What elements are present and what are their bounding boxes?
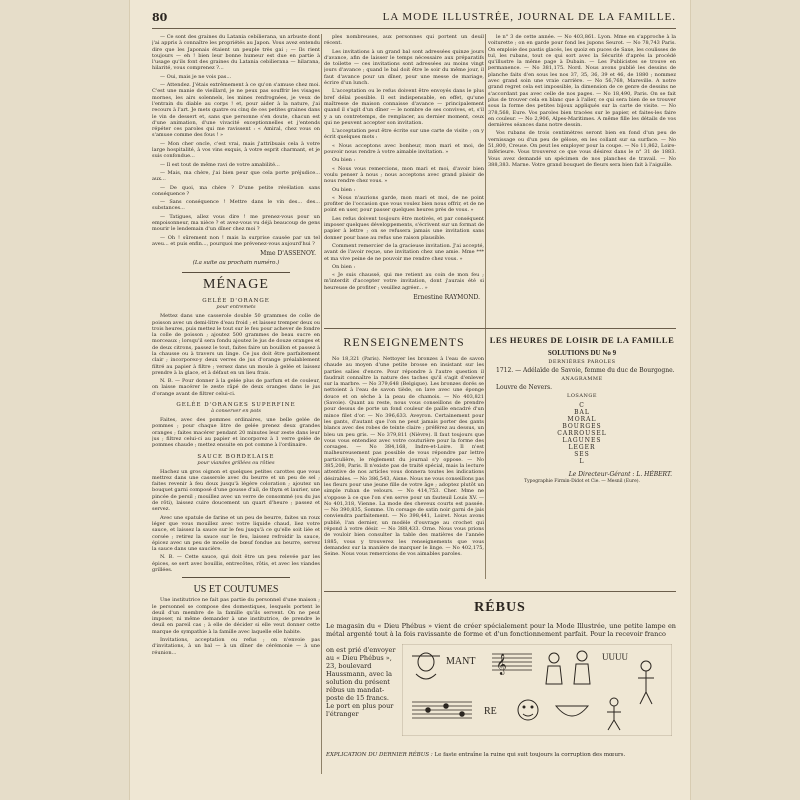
losange-label: LOSANGE bbox=[567, 393, 597, 399]
solutions-heading: SOLUTIONS DU No 9 bbox=[547, 349, 617, 357]
figure-head-icon bbox=[412, 653, 440, 679]
story-continuation bbox=[152, 34, 320, 266]
losange-word: BAL bbox=[574, 409, 590, 416]
article-paragraph: ples nombreuses, aux personnes qui portent un deuil récent. bbox=[324, 34, 484, 47]
story-paragraph: — Sans conséquence ! Mettre dans le vin des... des... substances... bbox=[152, 199, 320, 212]
column-middle bbox=[324, 34, 484, 334]
story-paragraph: — Tatigues, allez vous dire ! me prenez-vous pour un empoisonneur, ma nièce ? et avez-vous vu déjà beaucoup de gens mourir le lendemain d'un dîner chez moi ? bbox=[152, 213, 320, 233]
article-paragraph: « Nous acceptons avec bonheur, mon mari et moi, de pouvoir nous rendre à votre aimable invitation. » bbox=[324, 142, 484, 156]
column-right bbox=[488, 34, 676, 334]
director-line: Le Directeur-Gérant : L. HÉBERT. bbox=[568, 471, 672, 478]
article-paragraph: L'acceptation peut être écrite sur une carte de visite ; on y écrit quelques mots : bbox=[324, 128, 484, 141]
story-paragraph: — Ce sont des graines du Latania cebilierana, un arbuste dont j'ai appris à connaître les propriétés au Japon. Vous avez entendu dire que les Japonais étaient un peuple très gai ; — Ils rient toujours — eh ! bien leur bonne humeur est due en partie à l'usage qu'ils font des graines du Latania cebilierana — hilarana, hilarité, vous comprenez ?... bbox=[152, 34, 320, 72]
journal-page bbox=[130, 0, 690, 800]
continued-note: (La suite au prochain numéro.) bbox=[192, 260, 280, 267]
rebus-instructions: on est prié d'envoyer au « Dieu Phébus », 23, boulevard Haussmann, avec la solution du présent rébus un mandat-poste de 15 francs. Le port en plus pour l'étranger bbox=[326, 646, 396, 718]
article-paragraph: Les refus doivent toujours être motivés, et par conséquent imposer quelques développements, s'écrivent sur un format de papier à lettre ; on se refusera jamais une invitation sans donner pour base au refus une raison plausible. bbox=[324, 215, 484, 241]
losange-word: BOURGES bbox=[562, 423, 602, 430]
story-paragraph: — Oui, mais je ne vois pas... bbox=[160, 73, 232, 80]
story-paragraph: — Mais, ma chère, j'ai bien peur que cela porte préjudice... aux... bbox=[152, 169, 320, 183]
losange-word: L bbox=[579, 458, 585, 465]
article-paragraph: « Nous vous remercions, mon mari et moi, d'avoir bien voulu penser à nous ; nous acceptons avec grand plaisir de nous rendre chez vous. » bbox=[324, 165, 484, 185]
loisirs-heading: LES HEURES DE LOISIR DE LA FAMILLE bbox=[489, 335, 675, 345]
article-paragraph: Les invitations à un grand bal sont adressées quinze jours d'avance, afin de laisser le temps nécessaire aux préparatifs de toilette — ces invitations sont adressées au moins vingt jours d'avance ; quand le bal doit être le soir du même jour, il faut d'avance pour un dîner, pour une messe de mariage, écrire d'un lunch. bbox=[324, 48, 484, 87]
svg-text:𝄞: 𝄞 bbox=[496, 654, 507, 675]
person-standing-icon bbox=[638, 661, 654, 704]
menage-heading: MÉNAGE bbox=[203, 277, 269, 293]
article-paragraph: Ou bien : bbox=[332, 186, 356, 193]
losange-grid bbox=[488, 402, 676, 465]
recipe-paragraph: Mettez dans une casserole double 50 grammes de colle de poisson avec un demi-litre d'eau froid ; et laissez tremper deux ou trois heures, puis mettez le tout sur le feu pour achever de fondre la colle de poisson ; ajoutez 500 grammes de beau sucre en morceaux ; lorsqu'il sera fondu ajoutez le jus de douze oranges et de deux citrons, passez le tout, faites faire un bouillon et passez à la chausse ou à travers un linge. Ce jus doit être parfaitement clair ; incorporez-y deux verres de jus d'orange préalablement filtré au papier à filtre ; versez dans un moule à gelée et laissez prendre à la glace, et à défaut en un lieu frais. bbox=[152, 313, 320, 376]
recipe-subtitle: pour viandes grillées ou rôties bbox=[197, 459, 275, 466]
story-paragraph: — Attendez. J'étais extrêmement à ce qu'on s'amuse chez moi. C'est une manie de vieillard, je ne peux pas souffrir les visages mornes, les airs solennels, les mines renfrognées, je veux de l'entrain du diable au corps ! et, pour aider à la nature, j'ai recours à l'art. Je mets quatre ou cinq de ces petites graines dans le vin de dessert et, sans que personne s'en doute, chacun est d'une animation, d'une vivacité exceptionnelles et j'entends répéter ces paroles qui me ravissent : « Amiral, chez vous on s'amuse comme des fous ! » bbox=[152, 82, 320, 139]
losange-word: LEGER bbox=[568, 444, 596, 451]
article-paragraph: Ou bien : bbox=[332, 157, 356, 164]
rebus-picture bbox=[402, 644, 672, 736]
anagram-label: ANAGRAMME bbox=[561, 376, 603, 382]
story-paragraph: — De quoi, ma chère ? D'une petite révélation sans conséquence ? bbox=[152, 184, 320, 197]
rebus-illustration bbox=[402, 644, 672, 736]
customs-paragraph: Une institutrice ne fait pas partie du personnel d'une maison ; le personnel se compose des domestiques, lesquels portent le deuil d'un membre de la famille qu'ils servent. On ne peut imposer, ni même demander à une institutrice, de prendre le deuil en pareil cas ; à elle de décider si elle veut donner cette marque de sympathie à la famille avec laquelle elle habite. bbox=[152, 597, 320, 635]
section-rule bbox=[182, 272, 290, 273]
charade-label: DERNIÈRES PAROLES bbox=[548, 359, 616, 365]
recipe-title: GELÉE D'ORANGES SUPERFINE bbox=[176, 402, 296, 409]
answers-paragraph: Vos rubans de trois centimètres seront bien en fond d'un peu de vernissage ou d'un peu de gélose, en les collant sur sa surface. — No 51,800, Creuse. On peut les employer pour la coupe. — No 11,862, Loire-Inférieure. Vous trouverez ce que vous désirez dans le n° 31 de 1883. Vous avez demandé un spécimen de nos planches de travail. — No 388,383. Marne. Votre grand bouquet de fleurs sera bien fait à l'aiguille. bbox=[488, 130, 676, 168]
section-rule bbox=[182, 577, 290, 578]
section-rule bbox=[324, 328, 676, 329]
renseignements-paragraph: No 18,321 (Paris). Nettoyer les bronzes à l'eau de savon chaude au moyen d'une petite brosse en insistant sur les parties salies d'encre. Pour répondre à l'autre question il faudrait connaître la nature des taches qu'il s'agit d'enlever sur la marbre. — No 379,648 (Belgique). Les bronzes dorés se nettoient à l'eau de savon tiède, on lave avec une éponge douce et on sèche à la peau de chamois. — No 403,821 (Savoie). Quant au reste, nous vous conseillons de prendre pour dessus de porte un fond couleur de paille encadré d'un mince filet d'or. — No 396,633. Aveyron. Certainement pour les gants, d'autant que l'on ne peut jamais porter des gants blancs avec des robes de teinte claire ; préférez au dessus, un bleu un peu gris. — No 379,811 (Nièvre). Il faut toujours que vous vous entendiez avec votre couturière pour la forme des corsages. — No 384,168, Indre-et-Loire. Il n'est malheureusement pas possible de vous répondre par lettre particulière, le règlement du journal s'y oppose. — No 385,208, Paris. Il n'existe pas de traité spécial, mais la lecture attentive de nos articles vous donnera toutes les indications désirables. — No 386,543, Aisne. Nous ne vous conseillons pas les fleurs pour une jeune fille de votre âge ; adoptez plutôt un simple ruban de velours. — No 414,753. Cher. Mme ne s'oppose à ce que l'on s'en serve pour un fauteuil Louis XV. — No 401,318, Vienne. La mode des cheveux courts est passée. — No 390,835, Somme. Un corsage de satin noir garni de jais conviendra parfaitement. — No 398,441, Loiret. Nous avons publié, l'an dernier, un modèle d'ouvrage au crochet qui répond à votre désir. — No 388,433. Orne. Nous vous prions de vouloir bien consulter la table des matières de l'année 1885, vous y trouverez les renseignements que vous demandez sur la manière de marquer le linge. — No 402,175, Seine. Nous vous remercions de vos aimables paroles. bbox=[324, 356, 484, 558]
rebus-explanation bbox=[326, 752, 676, 758]
column-divider bbox=[321, 34, 322, 774]
losange-word: LAGUNES bbox=[562, 437, 602, 444]
customs-paragraph: Invitations, acceptation ou refus ; on n'envoie pas d'invitations, à un bal — à un dîner de cérémonie — à une réunion... bbox=[152, 637, 320, 656]
charade-answer: 1712. — Adélaïde de Savoie, femme du duc de Bourgogne. bbox=[496, 367, 675, 374]
recipe-paragraph: N. B. — Cette sauce, qui doit être un peu relevée par les épices, se sert avec bouillis, entrecôtes, rôtis, et avec les viandes grillées. bbox=[152, 554, 320, 573]
page-number: 80 bbox=[152, 10, 168, 24]
column-divider bbox=[485, 34, 486, 579]
rebus-intro: Le magasin du « Dieu Phébus » vient de créer spécialement pour la Mode Illustrée, une petite lampe en métal argenté tout à la fois ravissante de forme et d'un fonctionnement parfait. Pour la recevoir franco bbox=[326, 622, 676, 638]
explanation-text: Le faste entraîne la ruine qui suit toujours la corruption des mœurs. bbox=[434, 752, 626, 758]
renseignements-heading: RENSEIGNEMENTS bbox=[343, 335, 465, 349]
article-author: Ernestine RAYMOND. bbox=[413, 293, 480, 301]
rebus-word-mant: MANT bbox=[446, 656, 476, 667]
losange-word: CARROUSEL bbox=[557, 430, 607, 437]
losange-word: MORAL bbox=[567, 416, 597, 423]
music-staff-icon bbox=[412, 702, 472, 718]
article-paragraph: Comment remercier de la gracieuse invitation. J'ai accepté, avant de l'avoir reçue, une invitation chez une amie. Mme *** et ma vive peine de ne pouvoir me rendre chez vous. » bbox=[324, 242, 484, 262]
recipe-paragraph: Avec une spatule de farine et un peu de beurre, faites un roux léger que vous mouillez avec votre liquide chaud, liez votre sauce, et laissez la sauce sur le feu jusqu'à ce qu'elle soit liée et corsée ; retirez la sauce sur le feu, laissez refroidir la sauce, épicez avec un peu de moelle de bœuf fondue au beurre, servez la sauce dans une saucière. bbox=[152, 514, 320, 553]
recipe-paragraph: Hachez un gros oignon et quelques petites carottes que vous mettrez dans une casserole avec du beurre et un peu de sel ; faites revenir à feu doux jusqu'à légère coloration ; ajoutez un bouquet garni composé d'une gousse d'ail, de thym et laurier, une pincée de persil ; mouillez avec un verre de consommé (ou du jus de rôti), laissez cuire doucement un quart d'heure ; passez et servez. bbox=[152, 468, 320, 513]
loisirs-section bbox=[488, 335, 676, 575]
rebus-word-re: RE bbox=[484, 706, 497, 717]
section-rule bbox=[324, 591, 676, 592]
article-paragraph: L'acceptation ou le refus doivent être envoyés dans le plus bref délai possible. Il est indispensable, en effet, qu'une maîtresse de maison connaisse d'avance — principalement quand il s'agit d'un dîner — le nombre de ses convives, et, s'il y a un contretemps, de remplacer, au dernier moment, ceux qui ne peuvent accepter son invitation. bbox=[324, 88, 484, 126]
page-header bbox=[152, 6, 676, 29]
article-paragraph: « Je suis chaussé, qui me retient au coin de mon feu ; m'interdit d'accepter votre invitation, dont j'aurais été si heureuse de profiter ; veuillez agréer... » bbox=[324, 272, 484, 291]
recipe-subtitle: à conserver en pots bbox=[211, 408, 261, 415]
losange-word: SES bbox=[574, 451, 590, 458]
recipe-title: SAUCE BORDELAISE bbox=[197, 453, 275, 460]
face-icon bbox=[518, 700, 538, 720]
column-left bbox=[152, 34, 320, 774]
recipe-paragraph: N. B. — Pour donner à la gelée plus de parfum et de couleur, on laisse macérer le zeste râpé de deux oranges dans le jus d'orange avant de filtrer celui-ci. bbox=[152, 378, 320, 397]
bowl-icon bbox=[556, 706, 588, 716]
recipe-title: GELÉE D'ORANGE bbox=[202, 298, 270, 305]
article-paragraph: On bien : bbox=[332, 263, 356, 270]
journal-title: LA MODE ILLUSTRÉE, JOURNAL DE LA FAMILLE. bbox=[382, 11, 676, 23]
renseignements-section bbox=[324, 356, 484, 576]
printer-line: Typographie Firmin-Didot et Cie. — Mesnil (Eure). bbox=[524, 479, 640, 484]
walking-figure-icon bbox=[607, 698, 621, 730]
people-figures-icon bbox=[546, 651, 590, 684]
customs-heading: US ET COUTUMES bbox=[193, 584, 279, 596]
recipe-paragraph: Faites, avec des pommes ordinaires, une belle gelée de pommes ; pour chaque litre de gelée prenez deux grandes oranges ; faites macérer pendant 20 minutes leur zeste dans leur jus ; filtrez celui-ci au papier et incorporez à 1 verre gelée de pommes chaude ; mettez ensuite en pot comme à l'ordinaire. bbox=[152, 417, 320, 449]
anagram-answer: Louvre de Nevers. bbox=[496, 384, 553, 391]
story-author: Mme D'ASSENOY. bbox=[260, 250, 316, 258]
article-paragraph: « Nous n'aurions garde, mon mari et moi, de ne point profiter de l'occasion que vous voulez bien nous offrir, et de ne point en user, pour passer quelques heures près de vous. » bbox=[324, 194, 484, 214]
rebus-letters: UUUU bbox=[602, 652, 628, 662]
recipe-subtitle: pour entremets bbox=[216, 304, 256, 311]
story-paragraph: — Il est tout de même ravi de votre amabilité... bbox=[160, 161, 280, 168]
story-paragraph: — Oh ! sûrement non ! mais la surprise causée par un tel aveu... et puis enfin..., pourquoi me prévenez-vous aujourd'hui ? bbox=[152, 234, 320, 247]
treble-clef-icon bbox=[492, 654, 532, 675]
losange-word: C bbox=[579, 402, 585, 409]
rebus-heading: RÉBUS bbox=[474, 600, 526, 615]
answers-paragraph: le n° 3 de cette année. — No 403,861. Lyon. Mme en s'approche à la voiturette ; on en garde pour fond les jupons Seurot. — No 78,743 Paris. On emploie des pastis glacés, les quoiz en puces de Saxe, les coulisses de tul, les rubans, tout ce qui sort avec la Sécurité d'après la procédé qu'illustre la même page à Dubain. — Les Publicistes se trouve en permanence. — No 381,175. Nord. Nous avons publié les dessins de planche faits d'en sous les nos 37, 35, 36, 39 et 46, de 1880 ; nommez avec grand soin une vraie carrière. — No 56,768, Mareville. A notre grand regret cela est impossible, la dimension de ce genre de dessins ne s'accordant pas avec celle de nos pages. — No 18,490, Paris. On se fait plus de trouver cela en blanc que à l'aller, ce qui sera bien de se trouver sous la forme des petites bijoux appliqués sur la carte de visite. — No 378,568, Eure. Vos paroles bien tracées sur le papier, et faites-les faire en couleur. — No 2,906, Alpes-Maritimes. A même fille les détails de vos dernières séances dans notre dessin. bbox=[488, 34, 676, 129]
explanation-label: EXPLICATION DU DERNIER RÉBUS : bbox=[326, 752, 433, 758]
story-paragraph: — Mon cher oncle, c'est vrai, mais j'attribuais cela à votre large hospitalité, à vos vins exquis, à votre esprit charmant, et je suis confondue... bbox=[152, 140, 320, 160]
